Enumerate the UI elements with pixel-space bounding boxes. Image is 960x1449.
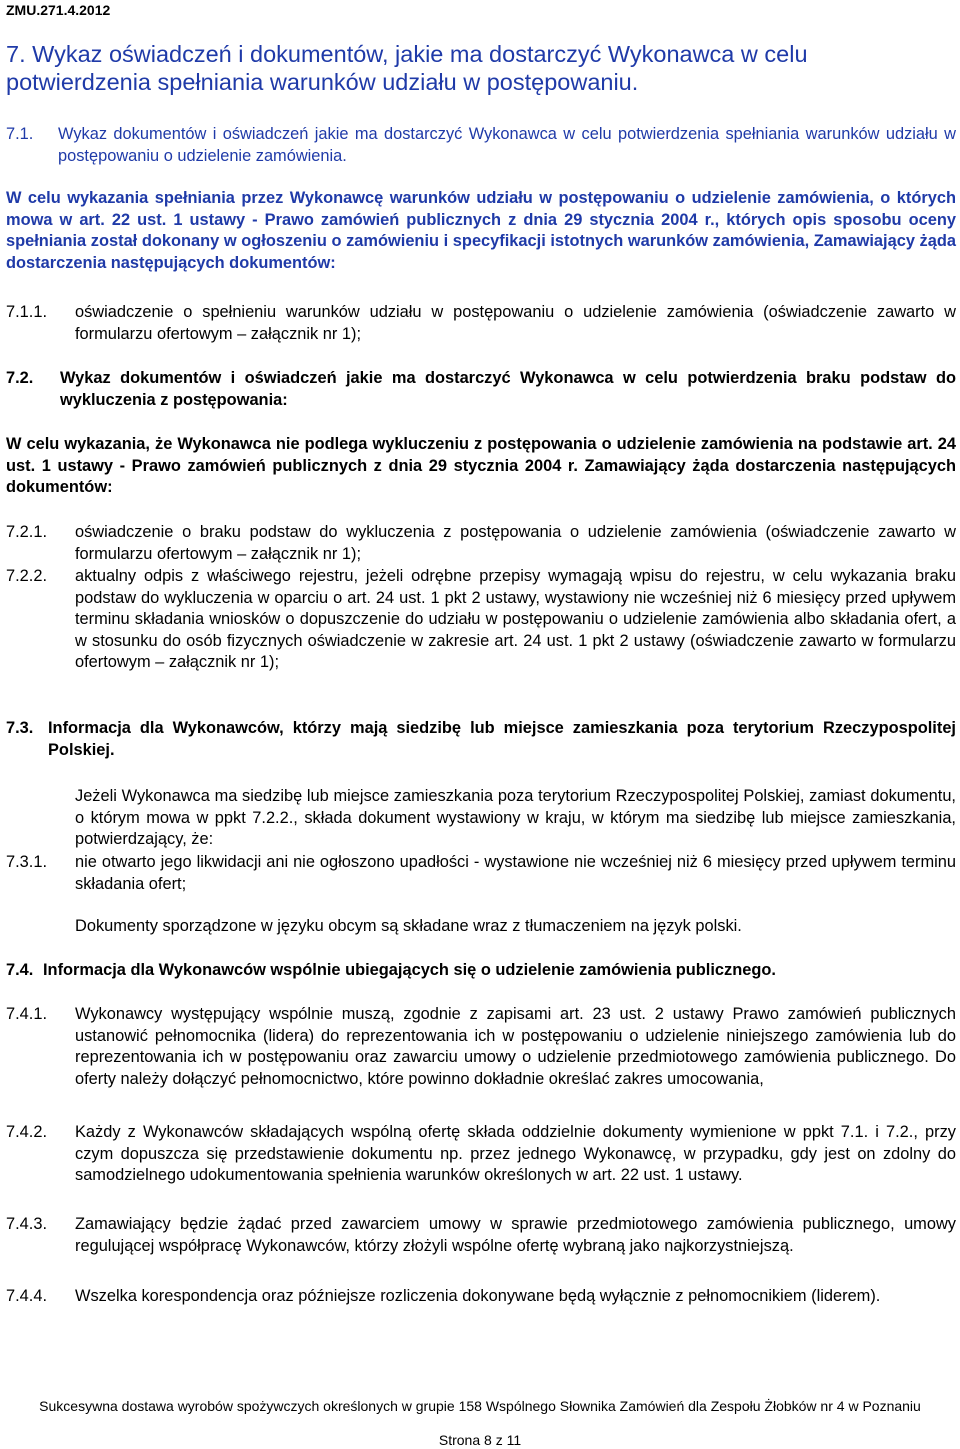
page-number: Strona 8 z 11 bbox=[438, 1432, 522, 1448]
item-7-4-1-number: 7.4.1. bbox=[6, 1005, 48, 1023]
section-7-1-intro: W celu wykazania spełniania przez Wykonawcę warunków udziału w postępowaniu o udzielenie zamówienia, o których mowa w art. 22 ust. 1 ustawy - Prawo zamówień publicznych z dnia 29 stycznia 2004 r., których opis sposobu oceny spełniania został dokonany w ogłoszeniu o zamówieniu i specyfikacji istotnych warunków zamówienia, Zamawiający żąda dostarczenia następujących dokumentów: bbox=[6, 189, 956, 272]
item-7-2-1-number: 7.2.1. bbox=[6, 523, 48, 541]
item-7-3-1-number: 7.3.1. bbox=[6, 853, 48, 871]
item-7-2-2-number: 7.2.2. bbox=[6, 567, 48, 585]
footer-description: Sukcesywna dostawa wyrobów spożywczych określonych w grupie 158 Wspólnego Słownika Zamówień dla Zespołu Żłobków nr 4 w Poznaniu bbox=[39, 1398, 921, 1414]
document-reference: ZMU.271.4.2012 bbox=[6, 2, 111, 18]
section-7-3-number: 7.3. bbox=[6, 719, 34, 737]
item-7-4-3-text: Zamawiający będzie żądać przed zawarciem umowy w sprawie przedmiotowego zamówienia publicznego, umowy regulującej współpracę Wykonawców, którzy złożyli wspólne ofertę wybraną jako najkorzystniejszą. bbox=[75, 1215, 956, 1255]
section-7-3-heading: Informacja dla Wykonawców, którzy mają siedzibę lub miejsce zamieszkania poza terytorium Rzeczypospolitej Polskiej. bbox=[48, 719, 956, 759]
section-7-2-heading: Wykaz dokumentów i oświadczeń jakie ma dostarczyć Wykonawca w celu potwierdzenia braku podstaw do wykluczenia z postępowania: bbox=[60, 369, 956, 409]
item-7-4-2-number: 7.4.2. bbox=[6, 1123, 48, 1141]
section-7-title: 7. Wykaz oświadczeń i dokumentów, jakie ma dostarczyć Wykonawca w celu potwierdzenia spełniania warunków udziału w postępowaniu. bbox=[6, 41, 808, 95]
section-7-2-intro: W celu wykazania, że Wykonawca nie podlega wykluczeniu z postępowania o udzielenie zamówienia na podstawie art. 24 ust. 1 ustawy - Prawo zamówień publicznych z dnia 29 stycznia 2004 r. Zamawiający żąda dostarczenia następujących dokumentów: bbox=[6, 435, 956, 496]
item-7-2-1-text: oświadczenie o braku podstaw do wykluczenia z postępowania o udzielenie zamówienia (oświadczenie zawarto w formularzu ofertowym – załącznik nr 1); bbox=[75, 523, 956, 563]
item-7-4-4-text: Wszelka korespondencja oraz późniejsze rozliczenia dokonywane będą wyłącznie z pełnomocnikiem (liderem). bbox=[75, 1287, 881, 1305]
item-7-4-3-number: 7.4.3. bbox=[6, 1215, 48, 1233]
section-7-2-number: 7.2. bbox=[6, 369, 34, 387]
section-7-1-heading: Wykaz dokumentów i oświadczeń jakie ma dostarczyć Wykonawca w celu potwierdzenia spełniania warunków udziału w postępowaniu o udzielenie zamówienia. bbox=[58, 125, 956, 165]
section-7-4-heading: Informacja dla Wykonawców wspólnie ubiegających się o udzielenie zamówienia publicznego. bbox=[43, 961, 776, 979]
item-7-3-1-text: nie otwarto jego likwidacji ani nie ogłoszono upadłości - wystawione nie wcześniej niż 6 miesięcy przed upływem terminu składania ofert; bbox=[75, 853, 956, 893]
item-7-1-1-text: oświadczenie o spełnieniu warunków udziału w postępowaniu o udzielenie zamówienia (oświadczenie zawarto w formularzu ofertowym – załącznik nr 1); bbox=[75, 303, 956, 343]
item-7-4-4-number: 7.4.4. bbox=[6, 1287, 48, 1305]
section-7-3-intro: Jeżeli Wykonawca ma siedzibę lub miejsce zamieszkania poza terytorium Rzeczypospolitej Polskiej, zamiast dokumentu, o którym mowa w ppkt 7.2.2., składa dokument wystawiony w kraju, w którym ma siedzibę lub miejsce zamieszkania, potwierdzający, że: bbox=[75, 787, 956, 848]
item-7-1-1-number: 7.1.1. bbox=[6, 303, 48, 321]
section-7-4-number: 7.4. bbox=[6, 961, 34, 979]
item-7-4-2-text: Każdy z Wykonawców składających wspólną ofertę składa oddzielnie dokumenty wymienione w ppkt 7.1. i 7.2., przy czym dopuszcza się przedstawienie dokumentu np. przez jednego Wykonawcę, w przypadku, gdy jest on zdolny do samodzielnego udokumentowania spełnienia warunków określonych w art. 22 ust. 1 ustawy. bbox=[75, 1123, 956, 1184]
item-7-2-2-text: aktualny odpis z właściwego rejestru, jeżeli odrębne przepisy wymagają wpisu do rejestru, w celu wykazania braku podstaw do wykluczenia w oparciu o art. 24 ust. 1 pkt 2 ustawy, wystawiony nie wcześniej niż 6 miesięcy przed upływem terminu składania wniosków o dopuszczenie do udziału w postępowaniu o udzielenie zamówienia albo składania ofert, a w stosunku do osób fizycznych oświadczenie w zakresie art. 24 ust. 1 pkt 2 ustawy (oświadczenie zawarto w formularzu ofertowym – załącznik nr 1); bbox=[75, 567, 956, 671]
section-7-3-note: Dokumenty sporządzone w języku obcym są składane wraz z tłumaczeniem na język polski. bbox=[75, 917, 742, 935]
item-7-4-1-text: Wykonawcy występujący wspólnie muszą, zgodnie z zapisami art. 23 ust. 2 ustawy Prawo zamówień publicznych ustanowić pełnomocnika (lidera) do reprezentowania ich w postępowaniu o udzielenie niniejszego zamówienia lub do reprezentowania ich w postępowaniu oraz zawarciu umowy o udzielenie przedmiotowego zamówienia publicznego. Do oferty należy dołączyć pełnomocnictwo, które powinno dokładnie określać zakres umocowania, bbox=[75, 1005, 956, 1088]
section-7-1-number: 7.1. bbox=[6, 125, 34, 143]
